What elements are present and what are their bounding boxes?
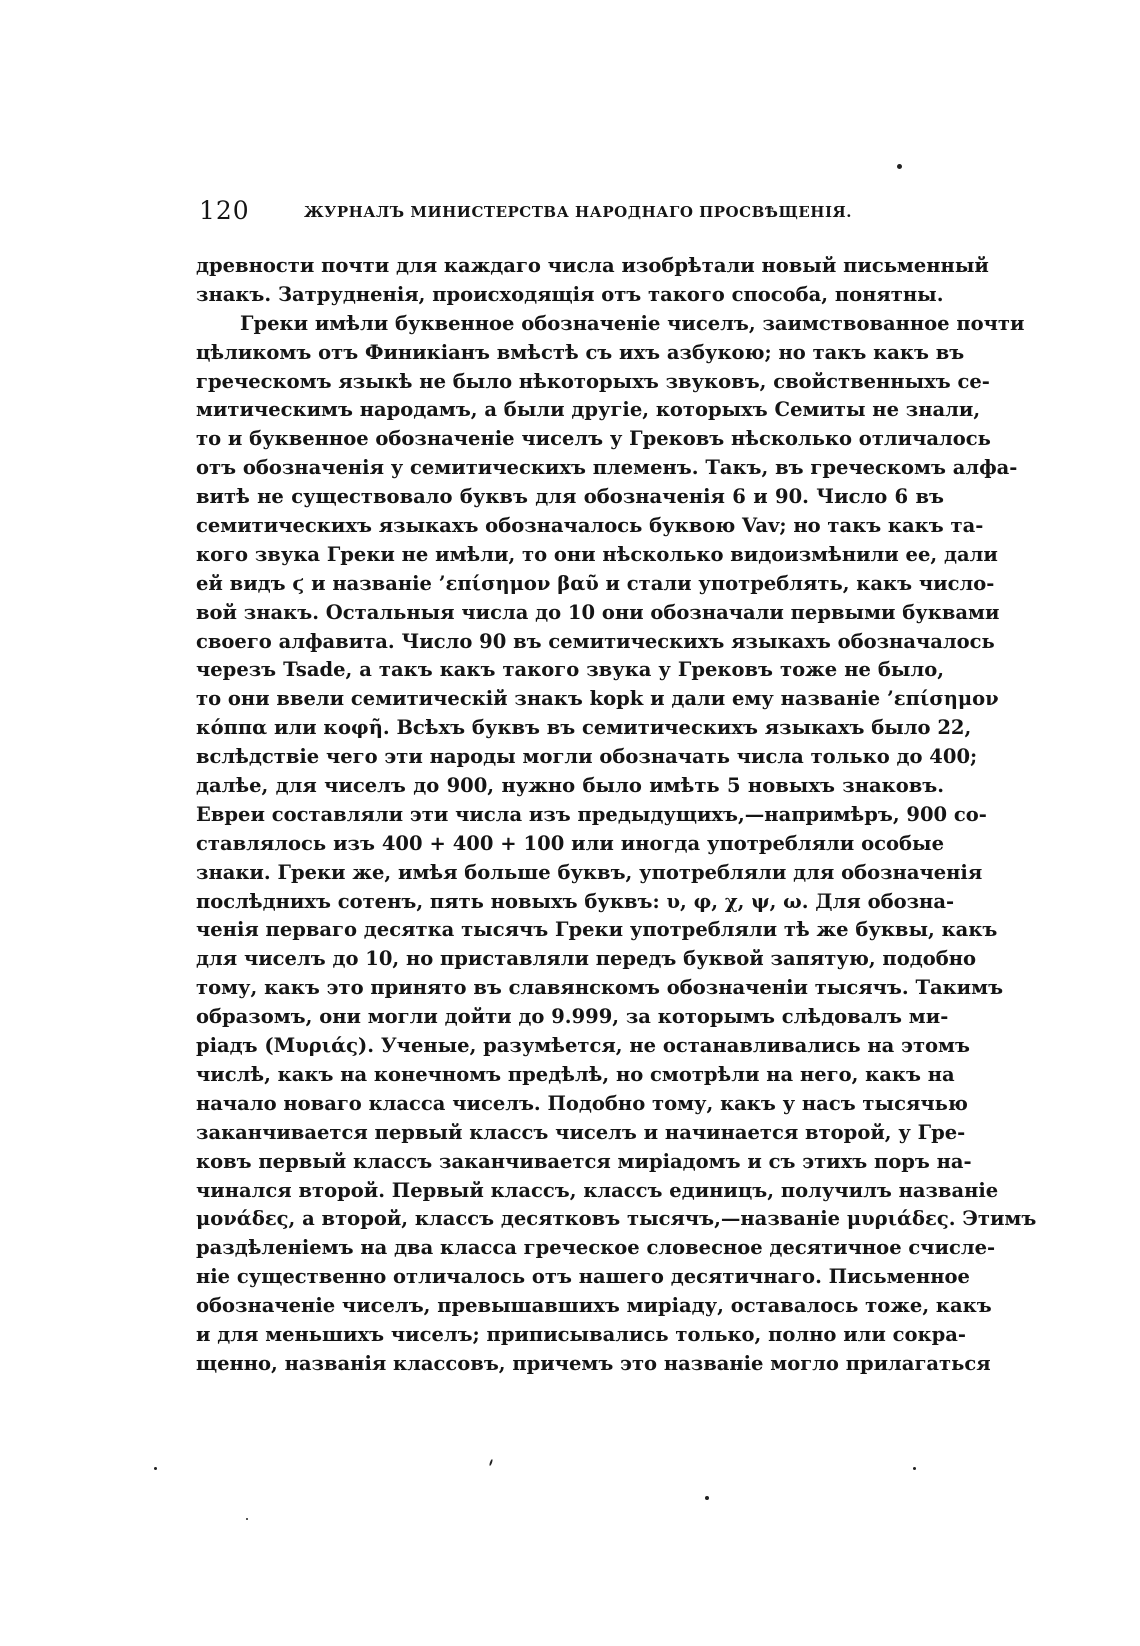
text-line: Евреи составляли эти числа изъ предыдущихъ,—напримѣръ, 900 со- bbox=[196, 802, 987, 826]
text-line: числѣ, какъ на конечномъ предѣлѣ, но смотрѣли на него, какъ на bbox=[196, 1062, 955, 1086]
text-line: ченія перваго десятка тысячъ Греки употребляли тѣ же буквы, какъ bbox=[196, 918, 998, 942]
page-number: 120 bbox=[199, 196, 250, 225]
text-line: то они ввели семитическій знакъ kopk и дали ему названіе ’επίσημον bbox=[196, 687, 999, 711]
text-line: κόππα или κοφῆ. Всѣхъ буквъ въ семитическихъ языкахъ было 22, bbox=[196, 716, 972, 740]
text-line: образомъ, они могли дойти до 9.999, за которымъ слѣдовалъ ми- bbox=[196, 1005, 949, 1029]
text-line: митическимъ народамъ, а были другіе, которыхъ Семиты не знали, bbox=[196, 398, 981, 422]
text-line: раздѣленіемъ на два класса греческое словесное десятичное счисле- bbox=[196, 1236, 996, 1260]
running-head: ЖУРНАЛЪ МИНИСТЕРСТВА НАРОДНАГО ПРОСВѢЩЕНІЯ. bbox=[304, 203, 852, 221]
body-text bbox=[196, 252, 1037, 1379]
text-line: μονάδες, а второй, классъ десятковъ тысячъ,—названіе μυριάδες. Этимъ bbox=[196, 1207, 1037, 1231]
text-line: черезъ Tsade, а такъ какъ такого звука у Грековъ тоже не было, bbox=[196, 658, 944, 682]
scan-speck bbox=[246, 1518, 248, 1520]
text-line: щенно, названія классовъ, причемъ это названіе могло прилагаться bbox=[196, 1351, 991, 1375]
text-line: ніе существенно отличалось отъ нашего десятичнаго. Письменное bbox=[196, 1265, 970, 1289]
text-line: то и буквенное обозначеніе чиселъ у Грековъ нѣсколько отличалось bbox=[196, 427, 991, 451]
text-line: ріадъ (Μυριάς). Ученые, разумѣется, не останавливались на этомъ bbox=[196, 1034, 970, 1058]
text-line: греческомъ языкѣ не было нѣкоторыхъ звуковъ, свойственныхъ се- bbox=[196, 369, 990, 393]
text-line: витѣ не существовало буквъ для обозначенія 6 и 90. Число 6 въ bbox=[196, 485, 944, 509]
scan-speck bbox=[913, 1467, 916, 1470]
text-line: ставлялось изъ 400 + 400 + 100 или иногда употребляли особые bbox=[196, 831, 944, 855]
text-line: цѣликомъ отъ Финикіанъ вмѣстѣ съ ихъ азбукою; но такъ какъ въ bbox=[196, 340, 965, 364]
scan-speck bbox=[897, 164, 902, 169]
text-line: обозначеніе чиселъ, превышавшихъ миріаду, оставалось тоже, какъ bbox=[196, 1294, 992, 1318]
text-line: Греки имѣли буквенное обозначеніе чиселъ, заимствованное почти bbox=[240, 311, 1025, 335]
text-line: чинался второй. Первый классъ, классъ единицъ, получилъ названіе bbox=[196, 1178, 999, 1202]
text-line: и для меньшихъ чиселъ; приписывались только, полно или сокра- bbox=[196, 1322, 966, 1346]
text-line: знаки. Греки же, имѣя больше буквъ, употребляли для обозначенія bbox=[196, 860, 983, 884]
text-line: семитическихъ языкахъ обозначалось буквою Vav; но такъ какъ та- bbox=[196, 514, 984, 538]
text-line: заканчивается первый классъ чиселъ и начинается второй, у Гре- bbox=[196, 1120, 966, 1144]
text-line: начало новаго класса чиселъ. Подобно тому, какъ у насъ тысячью bbox=[196, 1091, 968, 1115]
text-line: отъ обозначенія у семитическихъ племенъ. Такъ, въ греческомъ алфа- bbox=[196, 456, 1018, 480]
page-header bbox=[199, 196, 869, 230]
text-line: для чиселъ до 10, но приставляли передъ буквой запятую, подобно bbox=[196, 947, 976, 971]
text-line: знакъ. Затрудненія, происходящія отъ такого способа, понятны. bbox=[196, 282, 944, 306]
scan-speck bbox=[705, 1496, 709, 1500]
text-line: послѣднихъ сотенъ, пять новыхъ буквъ: υ, φ, χ, ψ, ω. Для обозна- bbox=[196, 889, 955, 913]
text-line: далѣе, для чиселъ до 900, нужно было имѣть 5 новыхъ знаковъ. bbox=[196, 774, 944, 798]
text-line: вслѣдствіе чего эти народы могли обозначать числа только до 400; bbox=[196, 745, 978, 769]
text-line: вой знакъ. Остальныя числа до 10 они обозначали первыми буквами bbox=[196, 600, 1000, 624]
text-line: кого звука Греки не имѣли, то они нѣсколько видоизмѣнили ее, дали bbox=[196, 542, 998, 566]
text-line: ковъ первый классъ заканчивается миріадомъ и съ этихъ поръ на- bbox=[196, 1149, 972, 1173]
text-line: своего алфавита. Число 90 въ семитическихъ языкахъ обозначалось bbox=[196, 629, 995, 653]
text-line: древности почти для каждаго числа изобрѣтали новый письменный bbox=[196, 254, 989, 277]
text-line: тому, какъ это принято въ славянскомъ обозначеніи тысячъ. Такимъ bbox=[196, 976, 1004, 1000]
scan-speck bbox=[489, 1459, 493, 1466]
scan-speck bbox=[154, 1467, 157, 1470]
text-line: ей видъ ϛ и названіе ’επίσημον βαῦ и стали употреблять, какъ число- bbox=[196, 571, 995, 595]
